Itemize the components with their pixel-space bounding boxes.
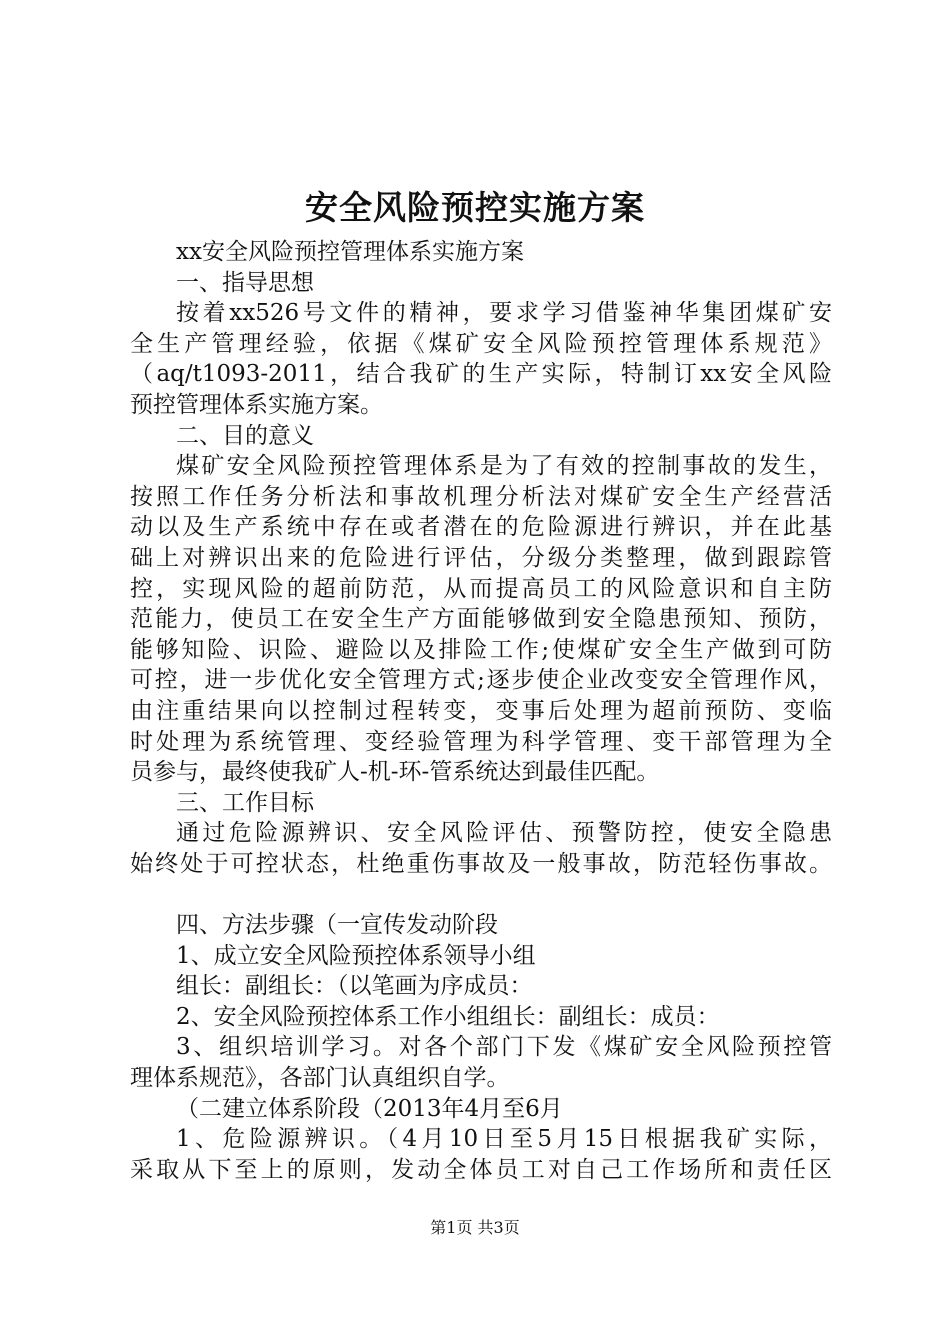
document-body bbox=[130, 237, 832, 1185]
paragraph-line: 三、工作目标 bbox=[176, 789, 314, 816]
paragraph-line: 二、目的意义 bbox=[176, 422, 314, 449]
paragraph-line: 控，实现风险的超前防范，从而提高员工的风险意识和自主防 bbox=[130, 575, 832, 602]
paragraph-line: 动以及生产系统中存在或者潜在的危险源进行辨识，并在此基 bbox=[130, 514, 832, 541]
document-title: 安全风险预控实施方案 bbox=[305, 188, 645, 227]
paragraph-line: 采取从下至上的原则，发动全体员工对自己工作场所和责任区 bbox=[130, 1156, 832, 1183]
paragraph-line: 由注重结果向以控制过程转变，变事后处理为超前预防、变临 bbox=[130, 697, 832, 724]
paragraph-line: 理体系规范》，各部门认真组织自学。 bbox=[130, 1065, 510, 1092]
paragraph-line: 煤矿安全风险预控管理体系是为了有效的控制事故的发生， bbox=[176, 453, 832, 480]
paragraph-line: xx安全风险预控管理体系实施方案 bbox=[176, 239, 524, 265]
paragraph-line: 按照工作任务分析法和事故机理分析法对煤矿安全生产经营活 bbox=[130, 483, 832, 510]
page-footer: 第1页 共3页 bbox=[430, 1218, 520, 1237]
paragraph-line: 始终处于可控状态，杜绝重伤事故及一般事故，防范轻伤事故。 bbox=[130, 850, 832, 877]
paragraph-line: 通过危险源辨识、安全风险评估、预警防控，使安全隐患 bbox=[176, 820, 832, 847]
paragraph-line: 一、指导思想 bbox=[176, 269, 314, 296]
paragraph-line: 础上对辨识出来的危险进行评估，分级分类整理，做到跟踪管 bbox=[130, 544, 832, 571]
paragraph-line: 组长：副组长：（以笔画为序成员： bbox=[176, 973, 533, 1000]
paragraph-line: 范能力，使员工在安全生产方面能够做到安全隐患预知、预防， bbox=[130, 606, 832, 633]
paragraph-line: （aq/t1093-2011，结合我矿的生产实际，特制订xx安全风险 bbox=[130, 361, 832, 388]
paragraph-line: 3、组织培训学习。对各个部门下发《煤矿安全风险预控管 bbox=[176, 1034, 832, 1061]
paragraph-line: 可控，进一步优化安全管理方式;逐步使企业改变安全管理作风， bbox=[130, 667, 832, 694]
paragraph-line: 1、成立安全风险预控体系领导小组 bbox=[176, 942, 536, 969]
paragraph-line: 1、危险源辨识。（4月10日至5月15日根据我矿实际， bbox=[176, 1126, 832, 1153]
paragraph-line: 预控管理体系实施方案。 bbox=[130, 391, 383, 418]
paragraph-line: 能够知险、识险、避险以及排险工作;使煤矿安全生产做到可防 bbox=[130, 636, 832, 663]
paragraph-line: 四、方法步骤（一宣传发动阶段 bbox=[176, 912, 498, 939]
paragraph-line: 全生产管理经验，依据《煤矿安全风险预控管理体系规范》 bbox=[130, 330, 832, 357]
paragraph-line: 员参与，最终使我矿人-机-环-管系统达到最佳匹配。 bbox=[130, 759, 660, 786]
paragraph-line: 2、安全风险预控体系工作小组组长：副组长：成员： bbox=[176, 1003, 720, 1030]
paragraph-line: （二建立体系阶段（2013年4月至6月 bbox=[176, 1095, 563, 1122]
paragraph-line: 时处理为系统管理、变经验管理为科学管理、变干部管理为全 bbox=[130, 728, 832, 755]
paragraph-line: 按着xx526号文件的精神，要求学习借鉴神华集团煤矿安 bbox=[176, 300, 832, 327]
blank-line bbox=[130, 879, 832, 910]
